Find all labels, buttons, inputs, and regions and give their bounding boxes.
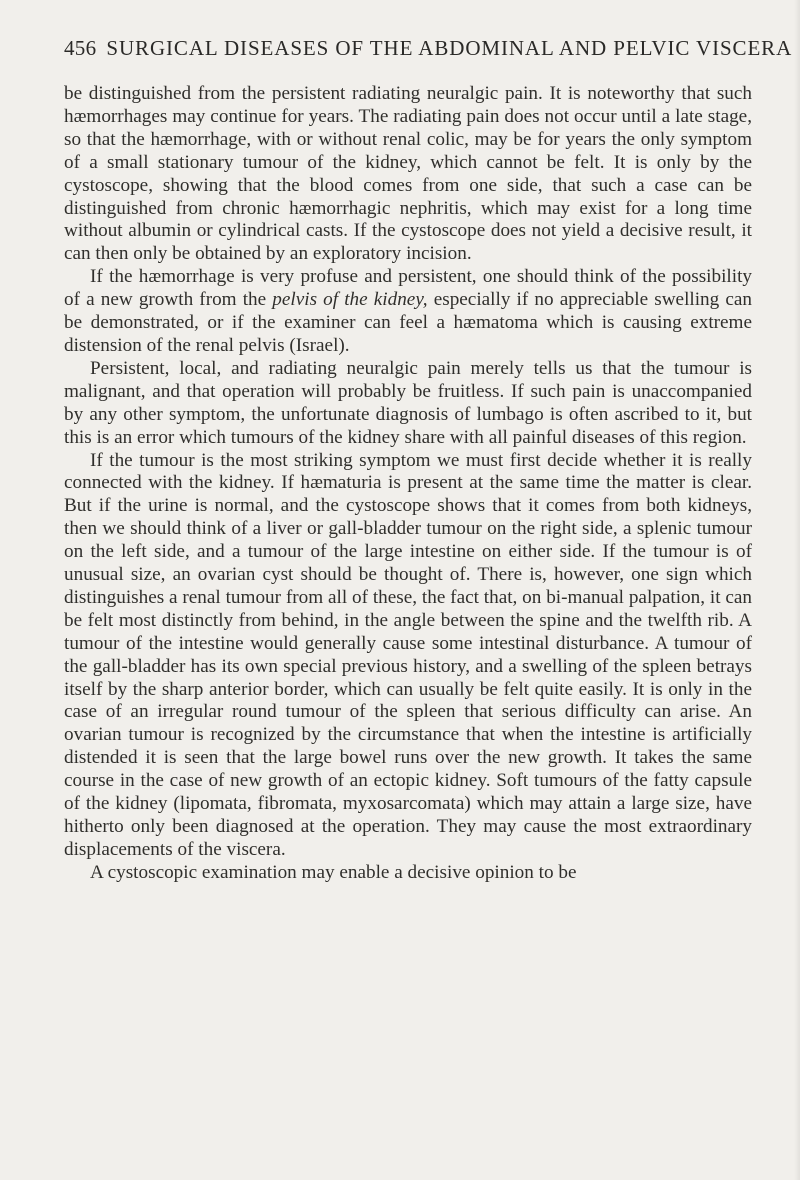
page-number: 456 <box>64 36 97 60</box>
paragraph <box>64 358 752 450</box>
paragraph <box>64 450 752 862</box>
page-header-title: SURGICAL DISEASES OF THE ABDOMINAL AND PELVIC VISCERA <box>106 36 793 60</box>
paragraph-text: If the hæmorrhage is very profuse and persistent, one should think of the possibility of a new growth from the <box>64 266 752 311</box>
paragraph-text: especially if no appreciable swelling can be demonstrated, or if the examiner can feel a hæmatoma which is causing extreme distension of the renal pelvis (Israel). <box>64 289 752 356</box>
paragraph-text: If the tumour is the most striking symptom we must first decide whether it is really connected with the kidney. If hæmaturia is present at the same time the matter is clear. But if the urine is normal, and the cystoscope shows that it comes from both kidneys, then we should think of a liver or gall-bladder tumour on the right side, a splenic tumour on the left side, and a tumour of the large intestine on either side. If the tumour is of unusual size, an ovarian cyst should be thought of. There is, however, one sign which distinguishes a renal tumour from all of these, the fact that, on bi-manual palpation, it can be felt most distinctly from behind, in the angle between the spine and the twelfth rib. A tumour of the intestine would generally cause some intestinal disturbance. A tumour of the gall-bladder has its own special previous history, and a swelling of the spleen betrays itself by the sharp anterior border, which can usually be felt quite easily. It is only in the case of an irregular round tumour of the spleen that serious difficulty can arise. An ovarian tumour is recognized by the circumstance that when the intestine is artificially distended it is seen that the large bowel runs over the new growth. It takes the same course in the case of new growth of an ectopic kidney. Soft tumours of the fatty capsule of the kidney (lipomata, fibromata, myxosarcomata) which may attain a large size, have hitherto only been diagnosed at the operation. They may cause the most extraordinary displacements of the viscera. <box>64 449 752 860</box>
scan-page-edge <box>794 0 800 1180</box>
paragraph-text: Persistent, local, and radiating neuralgic pain merely tells us that the tumour is malignant, and that operation will probably be fruitless. If such pain is unaccompanied by any other symptom, the unfortunate diagnosis of lumbago is often ascribed to it, but this is an error which tumours of the kidney share with all painful diseases of this region. <box>64 357 752 448</box>
italic-term: pelvis of the kidney, <box>272 289 428 311</box>
running-head <box>64 36 793 76</box>
paragraph <box>64 862 752 885</box>
body-text <box>64 83 752 885</box>
paragraph-text: be distinguished from the persistent radiating neuralgic pain. It is noteworthy that such hæmorrhages may continue for years. The radiating pain does not occur until a late stage, so that the hæmorrhage, with or without renal colic, may be for years the only symptom of a small stationary tumour of the kidney, which cannot be felt. It is only by the cystoscope, showing that the blood comes from one side, that such a case can be distinguished from chronic hæmorrhagic nephritis, which may exist for a long time without albumin or cylindrical casts. If the cystoscope does not yield a decisive result, it can then only be obtained by an exploratory incision. <box>64 83 752 265</box>
paragraph-text: A cystoscopic examination may enable a decisive opinion to be <box>90 861 577 883</box>
paragraph <box>64 266 752 358</box>
book-page <box>64 36 793 885</box>
paragraph <box>64 83 752 266</box>
